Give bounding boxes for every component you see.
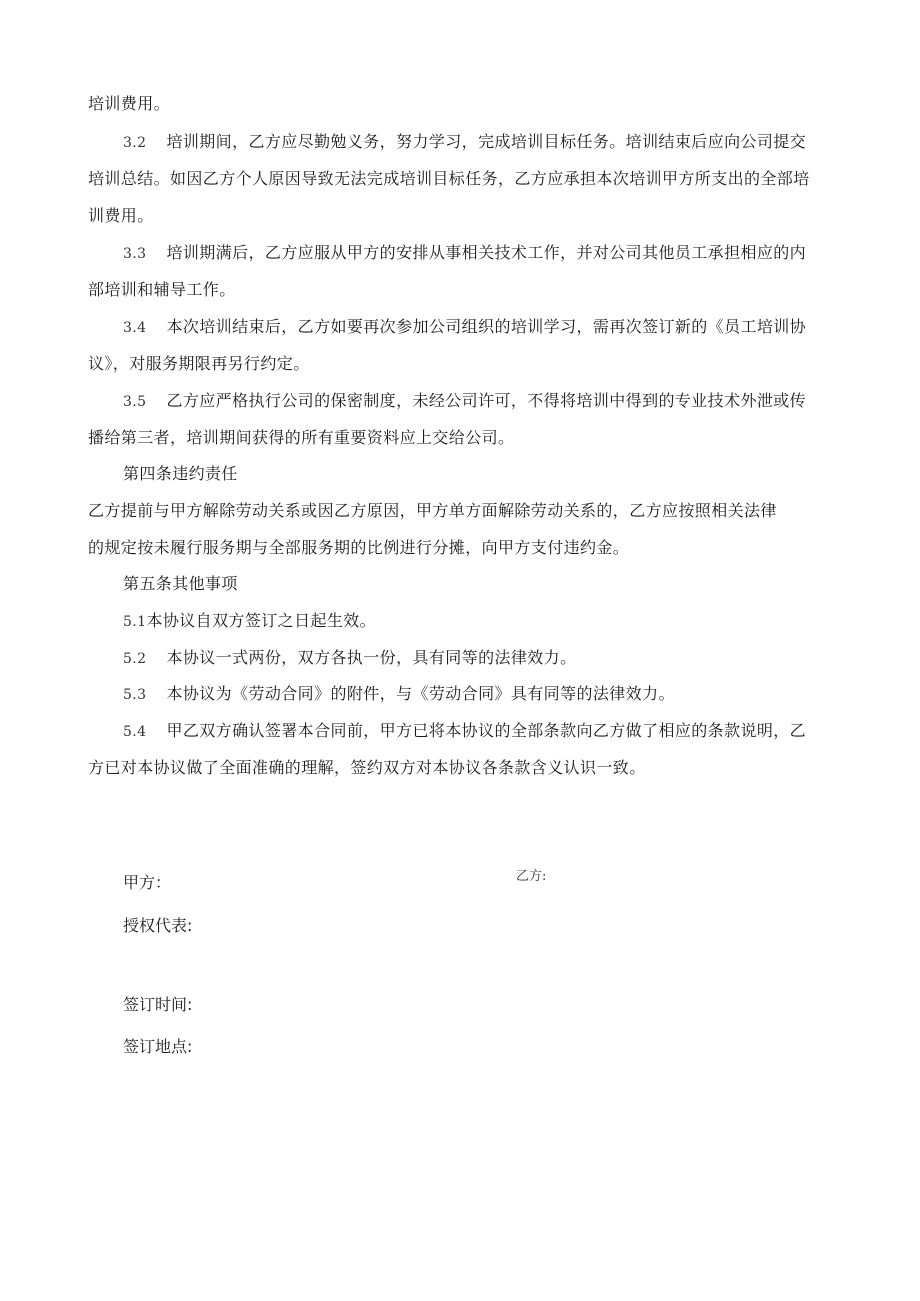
- signing-time-label: 签订时间:: [123, 995, 193, 1014]
- party-a-label: 甲方：: [123, 873, 172, 892]
- clause-number: 3.2: [123, 135, 147, 151]
- clause-number: 3.3: [123, 246, 147, 262]
- clause-5-4: 5.4 甲乙双方确认签署本合同前，甲方已将本协议的全部条款向乙方做了相应的条款说明，乙: [123, 721, 807, 740]
- clause-5-4-line-2: 方已对本协议做了全面准确的理解，签约双方对本协议各条款含义认识一致。: [88, 758, 646, 777]
- signing-place-label: 签订地点:: [123, 1037, 193, 1056]
- clause-3-4: 3.4 本次培训结束后，乙方如要再次参加公司组织的培训学习，需再次签订新的《员工培训协: [123, 317, 807, 336]
- section-4-body: 乙方提前与甲方解除劳动关系或因乙方原因，甲方单方面解除劳动关系的，乙方应按照相关法律: [88, 501, 777, 520]
- section-heading-4: 第四条违约责任: [123, 464, 238, 483]
- clause-5-3: 5.3 本协议为《劳动合同》的附件，与《劳动合同》具有同等的法律效力。: [123, 684, 675, 703]
- authorized-representative-label: 授权代表:: [123, 916, 193, 935]
- clause-3-2-line-2: 培训总结。如因乙方个人原因导致无法完成培训目标任务，乙方应承担本次培训甲方所支出的全部培: [88, 169, 810, 188]
- clause-3-5: 3.5 乙方应严格执行公司的保密制度，未经公司许可，不得将培训中得到的专业技术外泄或传: [123, 391, 807, 410]
- clause-3-3-line-2: 部培训和辅导工作。: [88, 280, 236, 299]
- clause-3-1-tail: 培训费用。: [88, 94, 171, 113]
- clause-number: 5.4: [123, 724, 147, 740]
- party-b-label: 乙方:: [516, 869, 547, 884]
- clause-3-5-line-2: 播给第三者，培训期间获得的所有重要资料应上交给公司。: [88, 428, 515, 447]
- clause-number: 5.3: [123, 687, 147, 703]
- clause-number: 5.2: [123, 651, 147, 667]
- clause-5-1: 5.1本协议自双方签订之日起生效。: [123, 611, 377, 630]
- section-4-body-line-2: 的规定按未履行服务期与全部服务期的比例进行分摊，向甲方支付违约金。: [88, 538, 630, 557]
- clause-3-4-line-2: 议》，对服务期限再另行约定。: [88, 354, 310, 373]
- clause-5-2: 5.2 本协议一式两份，双方各执一份，具有同等的法律效力。: [123, 648, 577, 667]
- clause-3-2-line-3: 训费用。: [88, 206, 154, 225]
- clause-number: 3.5: [123, 394, 147, 410]
- clause-3-3: 3.3 培训期满后，乙方应服从甲方的安排从事相关技术工作，并对公司其他员工承担相应的内: [123, 243, 807, 262]
- section-heading-5: 第五条其他事项: [123, 574, 238, 593]
- clause-number: 3.4: [123, 320, 147, 336]
- clause-3-2: 3.2 培训期间，乙方应尽勤勉义务，努力学习，完成培训目标任务。培训结束后应向公司提交: [123, 132, 807, 151]
- clause-number: 5.1: [123, 614, 147, 630]
